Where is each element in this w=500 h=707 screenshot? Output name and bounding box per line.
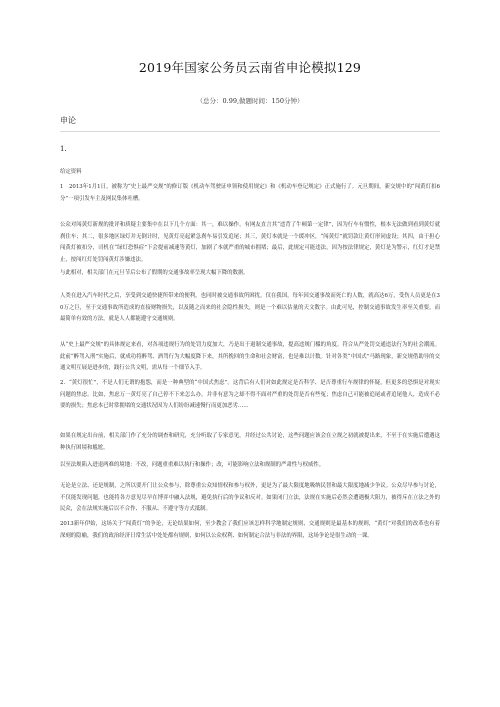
material-heading: 给定资料	[60, 169, 82, 175]
paragraph: 人类在进入汽车时代之后，享受到交通快捷所带来的便利，也同时被交通事故所困扰。仅在我国，每年因交通事故而死亡的人数，就高达6万，受伤人员更是在30万之巨，至于交通事故所造成的直接财物损失，以及随之而来的社会隐性损失，则是一个难以估量的天文数字。由此可见，控制交通事故发生率至关重要，而最简单有效的方法，就是人人都能遵守交通规则。	[60, 293, 440, 322]
question-number: 1.	[60, 145, 67, 153]
paragraph: 从“史上最严交规”的具体规定来看，对各项违规行为的处罚力度加大，乃是出于遏制交通事故，提高违规门槛的角度。符合从严处罚交通违法行为的社会潮流。此前“醉驾入刑”实施后，就成功将醉驾、酒驾行为大幅度降下来，其所挽回的生命和社会财富，也是难以计数。针对各类“中国式”马路现象，新交规借助导的交通文明互展是进步的，践行公共文明，需从每一个细节入手。	[60, 342, 440, 371]
document-title: 2019年国家公务员云南省申论模拟129	[138, 60, 362, 75]
paragraph: 公众对闯黄灯新规的批评和质疑主要集中在以下几个方面：其一，难以操作。有网友直言其“违背了牛顿第一定律”，因为行车有惯性，根本无法做到看到黄灯就刹住车；其二，很多地区绿灯并无倒计时，见黄灯亮起紧急刹车易引发追尾；其三，黄灯本就是一个缓冲区，“闯黄灯”就罚款让黄灯形同虚设；其四，由于担心闯黄灯被扣分，司机在“绿灯恐惧症”下会提前减速等黄灯，加剧了本就严重的城市拥堵；最后，此规定可能违法，因为按法律规定，黄灯是为警示，红灯才是禁止，按闯红灯处罚闯黄灯涉嫌违法。	[60, 222, 440, 263]
paragraph: 如果在规定出台前，相关部门作了充分的调查和研究，充分听取了专家意见，并经过公共讨论，这些问题应该会在立规之初就被提出来，不至于在实施后遭遇这种执行困境和尴尬。	[60, 433, 440, 451]
section-divider	[60, 131, 440, 132]
paragraph: 与此相对，相关部门在元旦节后公布了假期的交通事故率呈现大幅下降的数据。	[60, 270, 249, 276]
section-heading: 申论	[60, 116, 76, 125]
exam-info: （总分：0.99,做题时间：150分钟）	[196, 97, 304, 105]
paragraph: 1 2013年1月1日，被称为“史上最严交规”的修订版《机动车驾驶证申领和使用规定》和《机动车登记规定》正式施行了。元旦期间，新交规中的“闯黄灯扣6分”一项引发车主及网民集体吐槽。	[60, 184, 440, 202]
paragraph: 无论是立法、还是规制，之所以要开门让公众参与，除尊重公众知情权和参与权外，更是为了最大限度地吸纳民智和最大限度地减少争议。公众尽早参与讨论，不仅能发现问题，也能将各方意见尽早在博弈中融入法规，避免执行后的争议和反对。如果闭门立法，法规在实施后必然会遭遇极大阻力，被得斥在立法之外的民众，会在法规实施后以不合作、不服从、不遵守等方式抵制。	[60, 483, 440, 512]
paragraph: 2．“黄灯很忙”，不是人们无谓的抱怨，而是一种典型的“中国式焦虑”。这背后有人们对如此规定是否科学、是否尊重行车规律的怀疑，但更多的恐惧是对现实问题的焦虑。比如，焦虑万一黄灯亮了自己停不下来怎么办，并非有意为之却不得不面对严重的处罚是否有些冤；焦虑自己可能被追尾或者追尾他人，造成不必要的损失；焦虑本已时常拥堵的交通状况因为人们纷纷减速慢行而更加恶劣……	[60, 380, 440, 409]
paragraph: 2013新年伊始，这场关于“闯黄灯”的争论，无论结果如何，至少教会了我们应该怎样科学地制定规则、交通规则是最基本的规则，“黄灯”对我们的改革也有着深刻的隐喻，我们的政治经济日常生活中处处都有规则，如何以公众权利、如何制定合法与非法的界限，这场争论是很生动的一课。	[60, 521, 440, 539]
paragraph: 以至法规陷入进退两难的境地：不改，问题重重难以执行和操作；改，可能影响立法和规制的严肃性与权威性。	[60, 462, 325, 468]
